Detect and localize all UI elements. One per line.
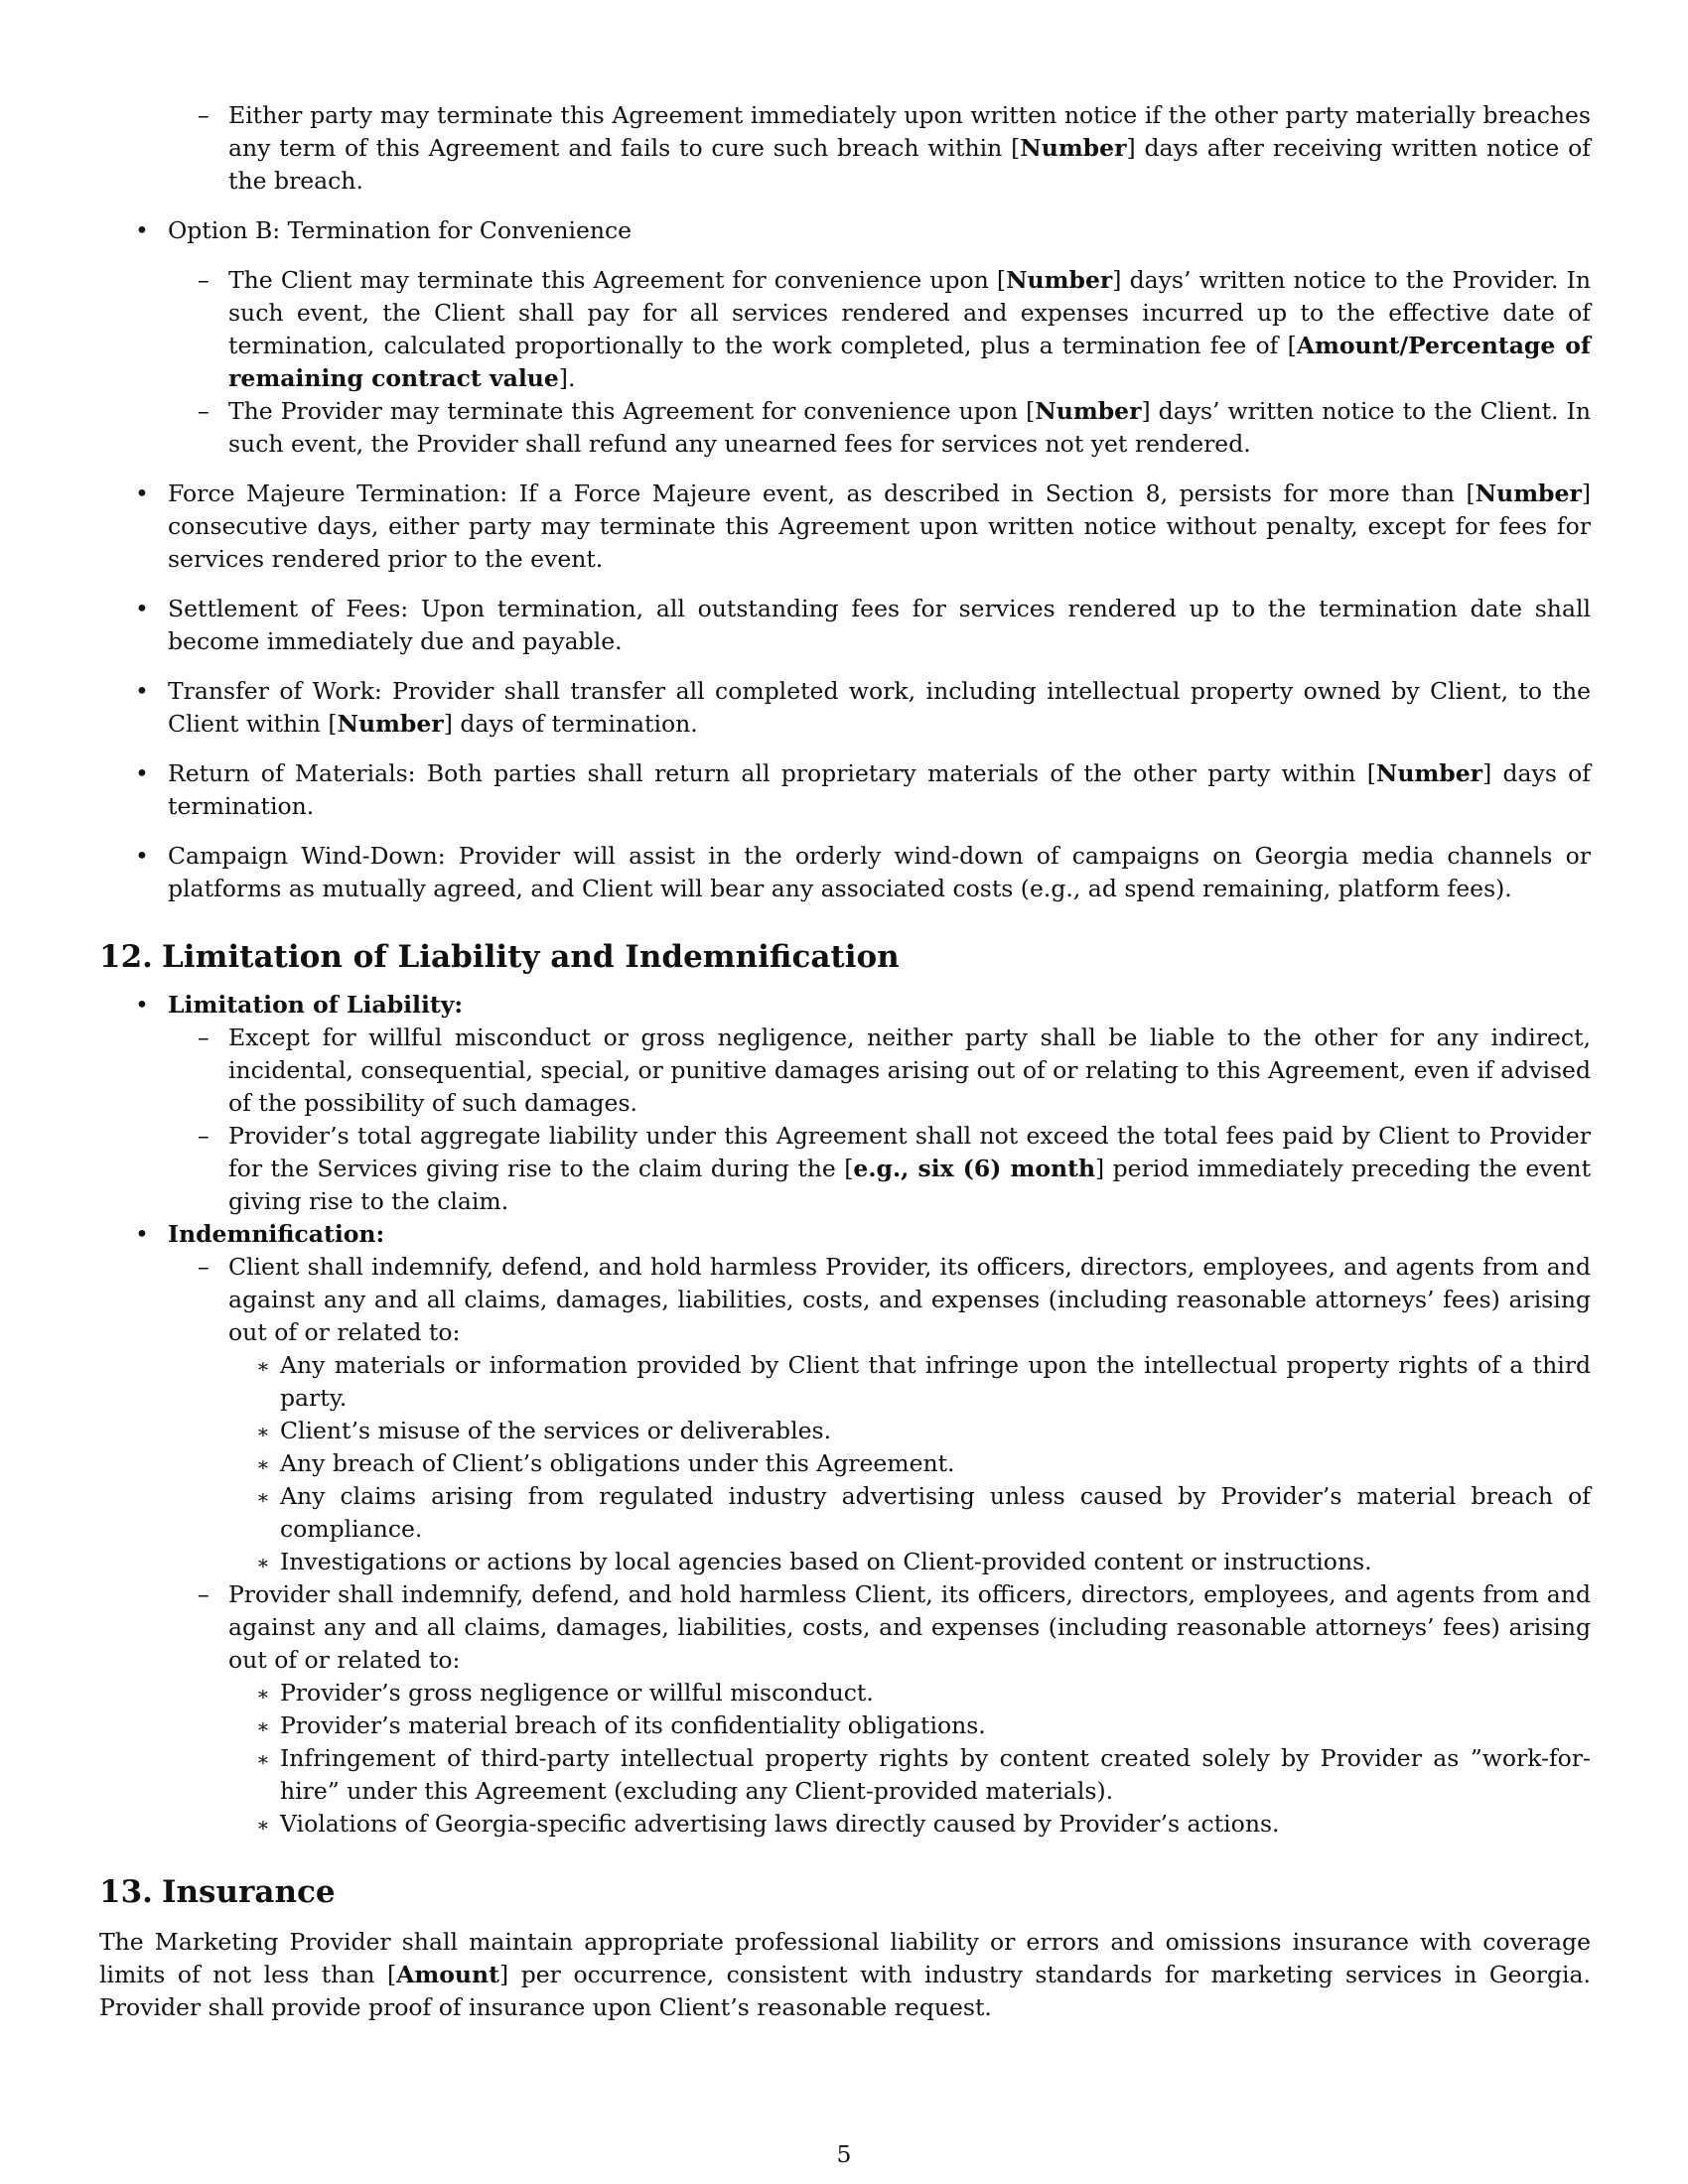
section-title: Insurance: [162, 1874, 336, 1910]
bullet-marker: •: [135, 991, 149, 1019]
limitation-item: [99, 989, 1591, 1218]
placeholder-number: Number: [1035, 397, 1142, 425]
placeholder-number: Number: [1020, 134, 1127, 162]
dash-marker: –: [198, 397, 210, 425]
star-marker: ∗: [256, 1682, 270, 1706]
insurance-paragraph: The Marketing Provider shall maintain appropriate professional liability or errors and omissions insurance with coverage limits of not less than [Amount] per occurrence, consistent with industry standards for marketing services in Georgia. Provider shall provide proof of insurance upon Client’s reasonable request.: [99, 1928, 1592, 2021]
placeholder-amount: Amount/Percentage of remaining contract value: [228, 332, 1591, 392]
section-13-heading: [99, 1872, 1591, 1912]
list-item: ∗ Any breach of Client’s obligations under this Agreement.: [228, 1447, 1591, 1480]
star-marker: ∗: [256, 1420, 270, 1443]
list-item: ∗ Any materials or information provided by Client that infringe upon the intellectual property rights of a third party.: [256, 1351, 1591, 1412]
star-marker: ∗: [256, 1452, 270, 1476]
section-number: 12.: [99, 939, 153, 975]
termination-breach-item: – Either party may terminate this Agreement immediately upon written notice if the other party materially breaches any term of this Agreement and fails to cure such breach within [Number] days after receiving written notice of the breach.: [198, 101, 1591, 195]
bullet-marker: •: [135, 677, 149, 705]
list-item: ∗ Client’s misuse of the services or deliverables.: [228, 1415, 1591, 1447]
star-marker: ∗: [256, 1747, 270, 1771]
wind-down-item: • Campaign Wind-Down: Provider will assist in the orderly wind-down of campaigns on Georgia media channels or platforms as mutually agreed, and Client will bear any associated costs (e.g., ad spend remaining, platform fees).: [135, 842, 1591, 902]
placeholder-number: Number: [337, 710, 444, 738]
placeholder-period: e.g., six (6) month: [853, 1155, 1096, 1182]
option-b-item: [99, 214, 1591, 461]
indemnification-item: [99, 1218, 1591, 1841]
star-marker: ∗: [256, 1485, 270, 1509]
bullet-marker: •: [135, 216, 149, 244]
bullet-marker: •: [135, 479, 149, 507]
list-item: ∗ Infringement of third-party intellectual property rights by content created solely by Provider as ”work-for-hire” under this Agreement (excluding any Client-provided materials).: [256, 1744, 1591, 1805]
termination-list: [99, 99, 1591, 905]
list-item: [99, 99, 1591, 198]
return-item: • Return of Materials: Both parties shall return all proprietary materials of the other party within [Number] days of termination.: [135, 759, 1591, 820]
indemnification-label: Indemnification:: [168, 1220, 385, 1248]
star-marker: ∗: [256, 1813, 270, 1837]
bullet-marker: •: [135, 842, 149, 870]
placeholder-amount: Amount: [396, 1961, 499, 1988]
dash-marker: –: [198, 266, 210, 294]
list-item: ∗ Provider’s gross negligence or willful misconduct.: [228, 1677, 1591, 1709]
client-indemnity-item: – Client shall indemnify, defend, and hold harmless Provider, its officers, directors, employees, and agents from and against any and all claims, damages, liabilities, costs, and expenses (including reasonable attorneys’ fees) arising out of or related to: ∗ Any materials or information provided by Client that infringe upon the intellectual property rights of a third party. ∗ Client’s misuse of the services or deliverables. ∗ Any breach of Client’s obligations under this Agreement. ∗ Any claims arising from regulated industry advertising unless caused by Provider’s material breach of compliance. ∗ Investigations or actions by local agencies based on Client-provided content or instructions.: [168, 1251, 1591, 1578]
option-b-label: Option B: Termination for Convenience: [168, 216, 633, 244]
placeholder-number: Number: [1006, 266, 1113, 294]
list-item: ∗ Violations of Georgia-specific advertising laws directly caused by Provider’s actions.: [228, 1808, 1591, 1841]
bullet-marker: •: [135, 759, 149, 787]
bullet-marker: •: [135, 595, 149, 622]
provider-convenience-item: – The Provider may terminate this Agreement for convenience upon [Number] days’ written notice to the Client. In such event, the Provider shall refund any unearned fees for services not yet rendered.: [198, 397, 1591, 458]
page-number: 5: [836, 2140, 852, 2168]
list-item: ∗ Any claims arising from regulated industry advertising unless caused by Provider’s material breach of compliance.: [256, 1482, 1591, 1543]
placeholder-number: Number: [1375, 759, 1483, 787]
section-number: 13.: [99, 1874, 153, 1910]
transfer-item: • Transfer of Work: Provider shall transfer all completed work, including intellectual property owned by Client, to the Client within [Number] days of termination.: [135, 677, 1591, 738]
star-marker: ∗: [256, 1354, 270, 1378]
dash-marker: –: [198, 1580, 210, 1608]
force-majeure-item: • Force Majeure Termination: If a Force Majeure event, as described in Section 8, persists for more than [Number] consecutive days, either party may terminate this Agreement upon written notice without penalty, except for fees for services rendered prior to the event.: [135, 479, 1591, 573]
provider-indemnity-item: – Provider shall indemnify, defend, and hold harmless Client, its officers, directors, employees, and agents from and against any and all claims, damages, liabilities, costs, and expenses (including reasonable attorneys’ fees) arising out of or related to: ∗ Provider’s gross negligence or willful misconduct. ∗ Provider’s material breach of its confidentiality obligations. ∗ Infringement of third-party intellectual property rights by content created solely by Provider as ”work-for-hire” under this Agreement (excluding any Client-provided materials). ∗ Violations of Georgia-specific advertising laws directly caused by Provider’s actions.: [168, 1578, 1591, 1841]
bullet-marker: •: [135, 1220, 149, 1248]
list-item: ∗ Investigations or actions by local agencies based on Client-provided content or instructions.: [228, 1546, 1591, 1578]
dash-marker: –: [198, 1253, 210, 1281]
client-convenience-item: – The Client may terminate this Agreement for convenience upon [Number] days’ written notice to the Provider. In such event, the Client shall pay for all services rendered and expenses incurred up to the effective date of termination, calculated proportionally to the work completed, plus a termination fee of [Amount/Percentage of remaining contract value].: [198, 266, 1591, 392]
settlement-item: • Settlement of Fees: Upon termination, all outstanding fees for services rendered up to the termination date shall become immediately due and payable.: [135, 595, 1591, 655]
limitation-subitem: – Provider’s total aggregate liability under this Agreement shall not exceed the total fees paid by Client to Provider for the Services giving rise to the claim during the [e.g., six (6) month] period immediately preceding the event giving rise to the claim.: [198, 1122, 1592, 1215]
star-marker: ∗: [256, 1551, 270, 1574]
dash-marker: –: [198, 1122, 210, 1150]
dash-marker: –: [198, 101, 210, 129]
section-title: Limitation of Liability and Indemnification: [162, 939, 900, 975]
list-item: ∗ Provider’s material breach of its confidentiality obligations.: [228, 1709, 1591, 1742]
page-content: [99, 99, 1591, 2024]
placeholder-number: Number: [1475, 479, 1582, 507]
star-marker: ∗: [256, 1714, 270, 1738]
limitation-label: Limitation of Liability:: [168, 991, 464, 1019]
dash-marker: –: [198, 1024, 210, 1051]
limitation-subitem: – Except for willful misconduct or gross negligence, neither party shall be liable to the other for any indirect, incidental, consequential, special, or punitive damages arising out of or relating to this Agreement, even if advised of the possibility of such damages.: [198, 1024, 1591, 1117]
section-12-heading: [99, 937, 1591, 977]
liability-list: [99, 989, 1591, 1841]
